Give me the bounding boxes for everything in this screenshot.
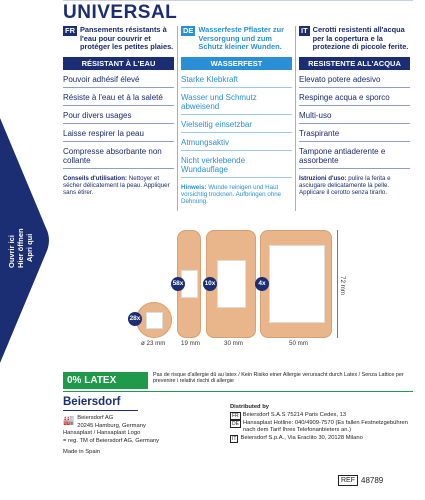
plaster-pad [217, 260, 246, 308]
factory-icon: 🏭 [63, 415, 75, 425]
count-badge: 10x [203, 277, 217, 291]
distributor-row [230, 412, 415, 420]
feature-item: Atmungsaktiv [181, 133, 292, 151]
feature-item: Vielseitig einsetzbar [181, 115, 292, 133]
plaster-pad [269, 245, 325, 323]
feature-item: Résiste à l'eau et à la saleté [63, 88, 174, 106]
latex-bar [63, 372, 413, 389]
lang-badge: IT [301, 26, 308, 35]
column-it [299, 26, 410, 196]
tip-label: Conseils d'utilisation: [63, 174, 128, 182]
column-header [181, 26, 292, 52]
distributor-code: FR [232, 412, 239, 419]
open-tab-label-fr: Ouvrir ici [7, 235, 16, 268]
latex-badge: 0% LATEX [63, 372, 148, 389]
column-divider [295, 26, 296, 211]
column-de [181, 26, 292, 205]
column-heading: Pansements résistants à l'eau pour couvrir et protéger les petites plaies. [80, 25, 174, 52]
feature-band: WASSERFEST [181, 57, 292, 70]
distributor-text: Beiersdorf S.p.A., Via Eraclito 30, 20128 Milano [240, 434, 363, 441]
column-heading: Wasserfeste Pflaster zur Versorgung und zum Schutz kleiner Wunden. [198, 25, 284, 52]
tip-text: Nettoyer et sécher délicatement la peau. Appliquer sans étirer. [63, 174, 170, 197]
product-title: UNIVERSAL [63, 2, 178, 23]
manufacturer-line: 20245 Hamburg, Germany [77, 422, 146, 429]
feature-item: Multi-uso [299, 106, 410, 124]
lang-badge: DE [183, 26, 194, 35]
column-fr [63, 26, 174, 196]
usage-tip [181, 184, 292, 206]
count-badge: 4x [255, 277, 269, 291]
size-label: 19 mm [181, 340, 200, 347]
tip-text: pulire la ferita e asciugare delicatamente la pelle. Applicare il cerotto senza tirarlo. [299, 174, 391, 197]
manufacturer-line: = reg. TM of Beiersdorf AG, Germany [63, 437, 160, 444]
column-header [299, 26, 410, 52]
column-divider [177, 26, 178, 211]
distributor-text: Hansaplast Hotline: 040/4909-7570 (Es fallen Festnetzgebühren nach dem Tarif Ihres Telefonanbieters an.) [242, 419, 408, 434]
feature-item: Respinge acqua e sporco [299, 88, 410, 106]
feature-item: Wasser und Schmutz abweisend [181, 88, 292, 115]
manufacturer-line: Made in Spain [63, 449, 101, 456]
feature-item: Starke Klebkraft [181, 70, 292, 88]
column-header [63, 26, 174, 52]
distributor-block [230, 404, 415, 443]
lang-badge: FR [65, 26, 75, 35]
brand-logo: Beiersdorf [63, 396, 138, 411]
manufacturer-line: Hansaplast / Hansaplast Logo [63, 430, 141, 437]
feature-item: Pour divers usages [63, 106, 174, 124]
feature-band: RÉSISTANT À L'EAU [63, 57, 174, 70]
height-label: 72 mm [339, 276, 346, 295]
feature-band: RESISTENTE ALL'ACQUA [299, 57, 410, 70]
height-dimension-line [337, 230, 338, 338]
open-tab-label-de: Hier öffnen [16, 228, 25, 268]
distributed-by-label: Distributed by [230, 404, 269, 410]
size-label: ø 23 mm [141, 340, 166, 347]
manufacturer-line: Beiersdorf AG [77, 415, 114, 421]
manufacturer-block [63, 396, 203, 457]
latex-note: Pas de risque d'allergie dû au latex / Kein Risiko einer Allergie verursacht durch Latex / Senza Lattice per prevenire i relativi rischi di allergie [153, 372, 404, 385]
tip-text: Wunde reinigen und Haut vorsichtig trocknen. Aufbringen ohne Dehnung. [181, 183, 282, 206]
count-badge: 28x [128, 312, 142, 326]
feature-item: Compresse absorbante non collante [63, 142, 174, 169]
feature-item: Elevato potere adesivo [299, 70, 410, 88]
feature-item: Nicht verklebende Wundauflage [181, 151, 292, 178]
usage-tip [299, 175, 410, 197]
large-plaster-50 [260, 230, 332, 338]
distributor-code: IT [232, 435, 237, 442]
open-tab-label-it: Apri qui [25, 233, 34, 262]
feature-item: Traspirante [299, 124, 410, 142]
ref-value: 48789 [361, 476, 384, 485]
distributor-row [230, 420, 415, 435]
plaster-pad [146, 312, 163, 329]
distributor-row [230, 435, 415, 443]
distributor-text: Beiersdorf S.A.S 75214 Paris Cedex, 13 [242, 411, 347, 418]
column-heading: Cerotti resistenti all'acqua per la copertura e la protezione di piccole ferite. [312, 25, 409, 52]
divider [63, 391, 413, 392]
feature-item: Laisse respirer la peau [63, 124, 174, 142]
feature-item: Pouvoir adhésif élevé [63, 70, 174, 88]
open-here-tab[interactable] [0, 118, 52, 363]
top-rule [63, 0, 413, 1]
tip-label: Hinweis: [181, 183, 207, 191]
size-label: 30 mm [224, 340, 243, 347]
count-badge: 58x [171, 277, 185, 291]
tip-label: Istruzioni d'uso: [299, 174, 347, 182]
ref-label: REF [338, 475, 358, 486]
size-label: 50 mm [289, 340, 308, 347]
reference-number [338, 475, 383, 486]
usage-tip [63, 175, 174, 197]
distributor-code: DE [232, 420, 239, 427]
feature-item: Tampone antiaderente e assorbente [299, 142, 410, 169]
